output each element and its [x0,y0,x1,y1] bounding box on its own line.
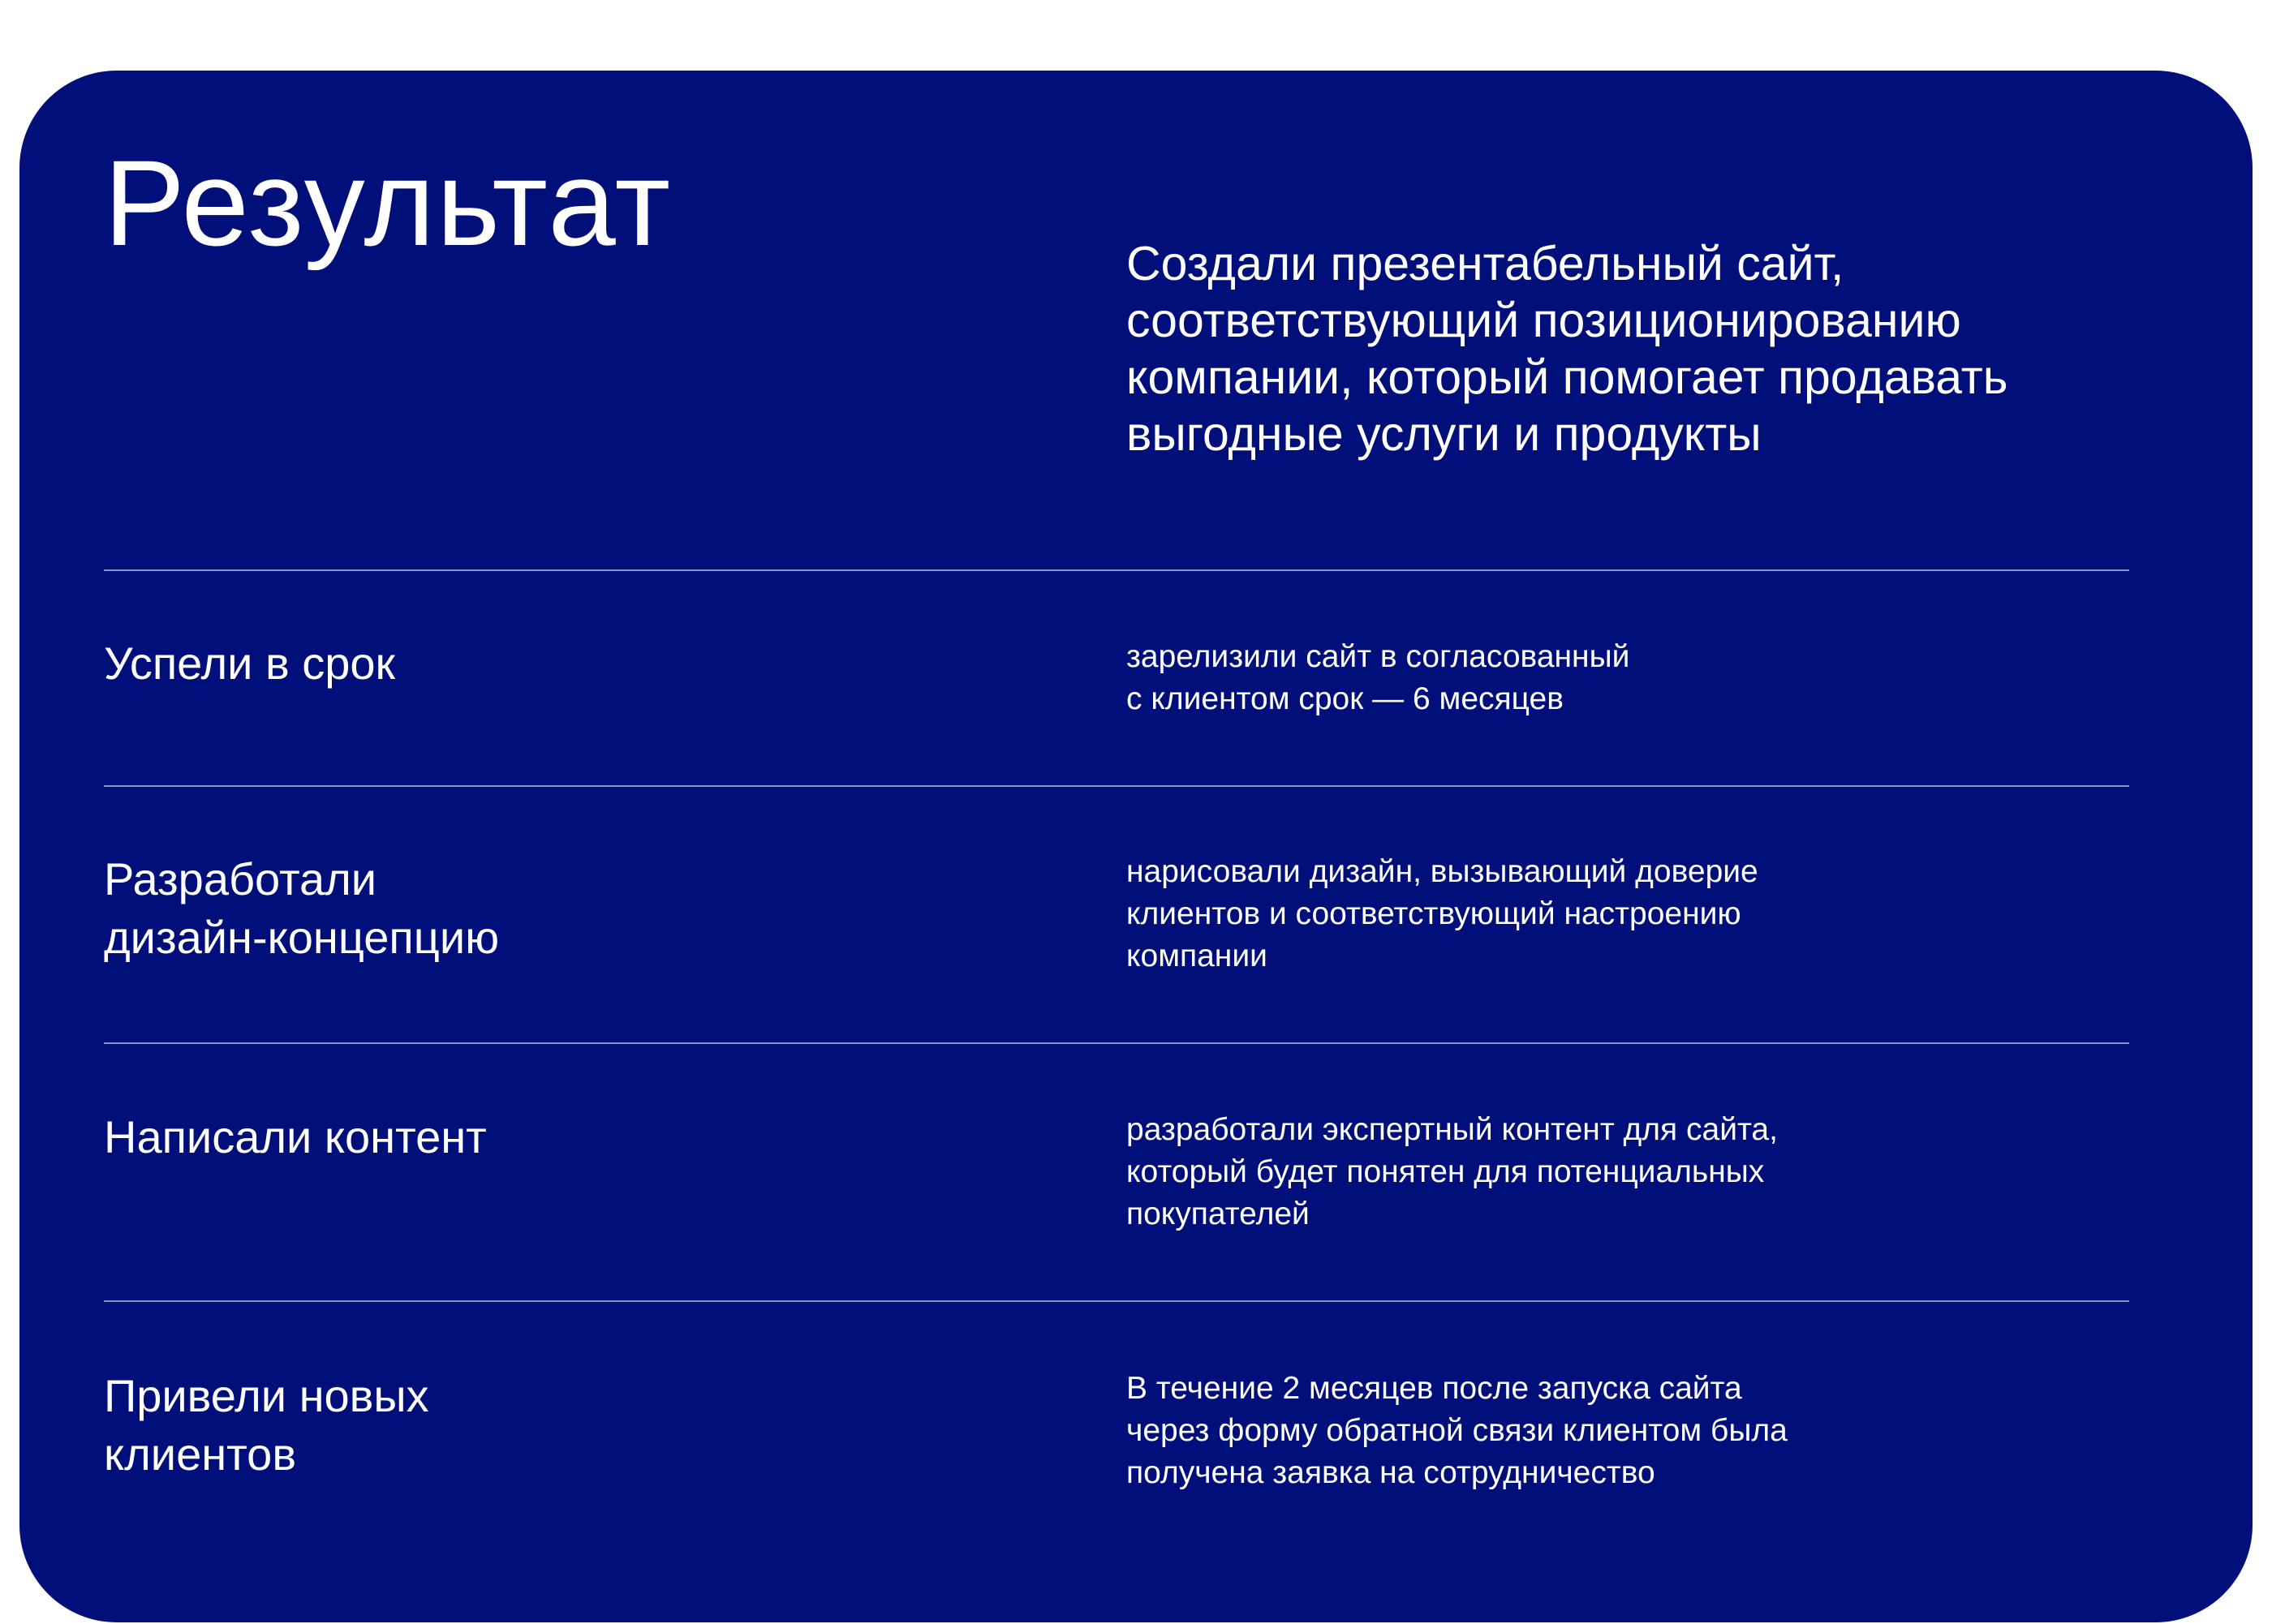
item-description-clients: В течение 2 месяцев после запуска сайта через форму обратной связи клиентом была получена заявка на сотрудничество [1126,1371,1788,1490]
divider [104,1300,2129,1302]
divider [104,1042,2129,1044]
divider [104,569,2129,571]
divider [104,785,2129,787]
item-title-deadline: Успели в срок [104,638,396,689]
page-title: Результат [104,135,673,271]
item-description-design: нарисовали дизайн, вызывающий доверие клиентов и соответствующий настроению компании [1126,854,1758,973]
result-summary: Создали презентабельный сайт, соответствующий позиционированию компании, который помогает продавать выгодные услуги и продукты [1126,237,2008,461]
item-description-content: разработали экспертный контент для сайта, который будет понятен для потенциальных покупателей [1126,1112,1778,1231]
item-title-clients: Привели новых клиентов [104,1370,429,1480]
item-title-design: Разработали дизайн-концепцию [104,853,500,963]
item-title-content: Написали контент [104,1111,487,1162]
item-description-deadline: зарелизили сайт в согласованный с клиентом срок — 6 месяцев [1126,639,1630,716]
